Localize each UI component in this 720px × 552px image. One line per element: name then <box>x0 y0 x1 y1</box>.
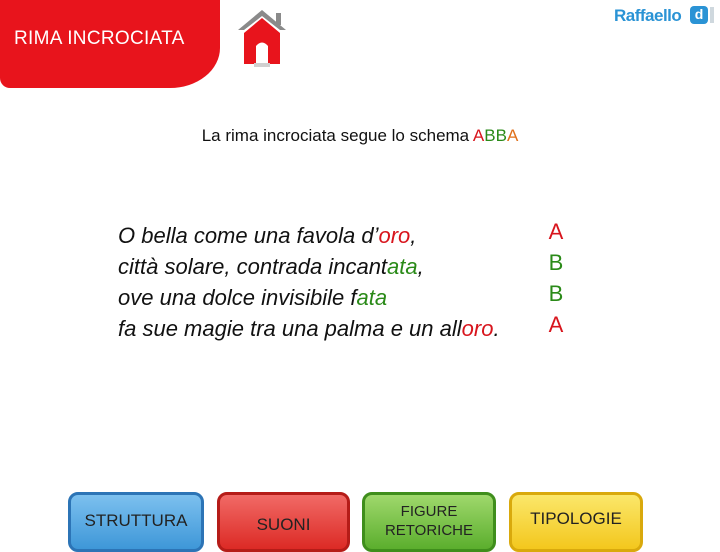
poem-punct: . <box>493 316 500 341</box>
scheme-letter-4: A <box>506 126 519 145</box>
rhyme-a: oro <box>461 316 494 341</box>
page-title: RIMA INCROCIATA <box>14 28 185 49</box>
intro-text-1: La <box>201 126 226 145</box>
scheme-letter-1: A <box>472 126 485 145</box>
logo-badge: d <box>690 6 708 24</box>
intro-text-2: segue lo schema <box>335 126 473 145</box>
logo-mark <box>710 7 714 23</box>
poem-line <box>118 313 500 344</box>
suoni-label: SUONI <box>256 515 311 534</box>
rhyme-scheme-column <box>544 216 568 340</box>
raffaello-logo <box>614 4 714 28</box>
rhyme-a: oro <box>378 223 411 248</box>
home-icon <box>236 6 288 68</box>
rhyme-b: ata <box>387 254 418 279</box>
struttura-label: STRUTTURA <box>84 511 188 530</box>
poem-text: ove una dolce invisibile f <box>118 285 357 310</box>
rhyme-b: ata <box>356 285 388 310</box>
poem-punct: , <box>417 254 424 279</box>
scheme-letter: A <box>548 219 564 244</box>
tipologie-button[interactable] <box>509 492 643 552</box>
poem-line <box>118 282 500 313</box>
suoni-button[interactable] <box>217 492 350 552</box>
poem-text: città solare, contrada incant <box>118 254 388 279</box>
poem-text: fa sue magie tra una palma e un all <box>118 316 462 341</box>
poem-line <box>118 220 500 251</box>
poem-punct: , <box>410 223 417 248</box>
figure-label-line1: FIGURE <box>400 503 458 520</box>
scheme-letter-2: B <box>484 126 496 145</box>
logo-text: Raffaello <box>614 6 682 25</box>
tipologie-label: TIPOLOGIE <box>530 509 622 528</box>
figure-retoriche-button[interactable] <box>362 492 496 552</box>
poem-line <box>118 251 500 282</box>
poem-text: O bella come una favola d’ <box>118 223 379 248</box>
title-tab <box>0 0 220 88</box>
scheme-letter-3: B <box>495 126 507 145</box>
struttura-button[interactable] <box>68 492 204 552</box>
scheme-letter: B <box>548 250 564 275</box>
intro-sentence <box>0 126 720 146</box>
scheme-letter: A <box>548 312 564 337</box>
figure-label-line2: RETORICHE <box>384 522 474 539</box>
poem <box>118 220 500 344</box>
scheme-letter: B <box>548 281 564 306</box>
home-button[interactable] <box>236 6 288 68</box>
intro-bold-term: rima incrociata <box>225 126 336 145</box>
